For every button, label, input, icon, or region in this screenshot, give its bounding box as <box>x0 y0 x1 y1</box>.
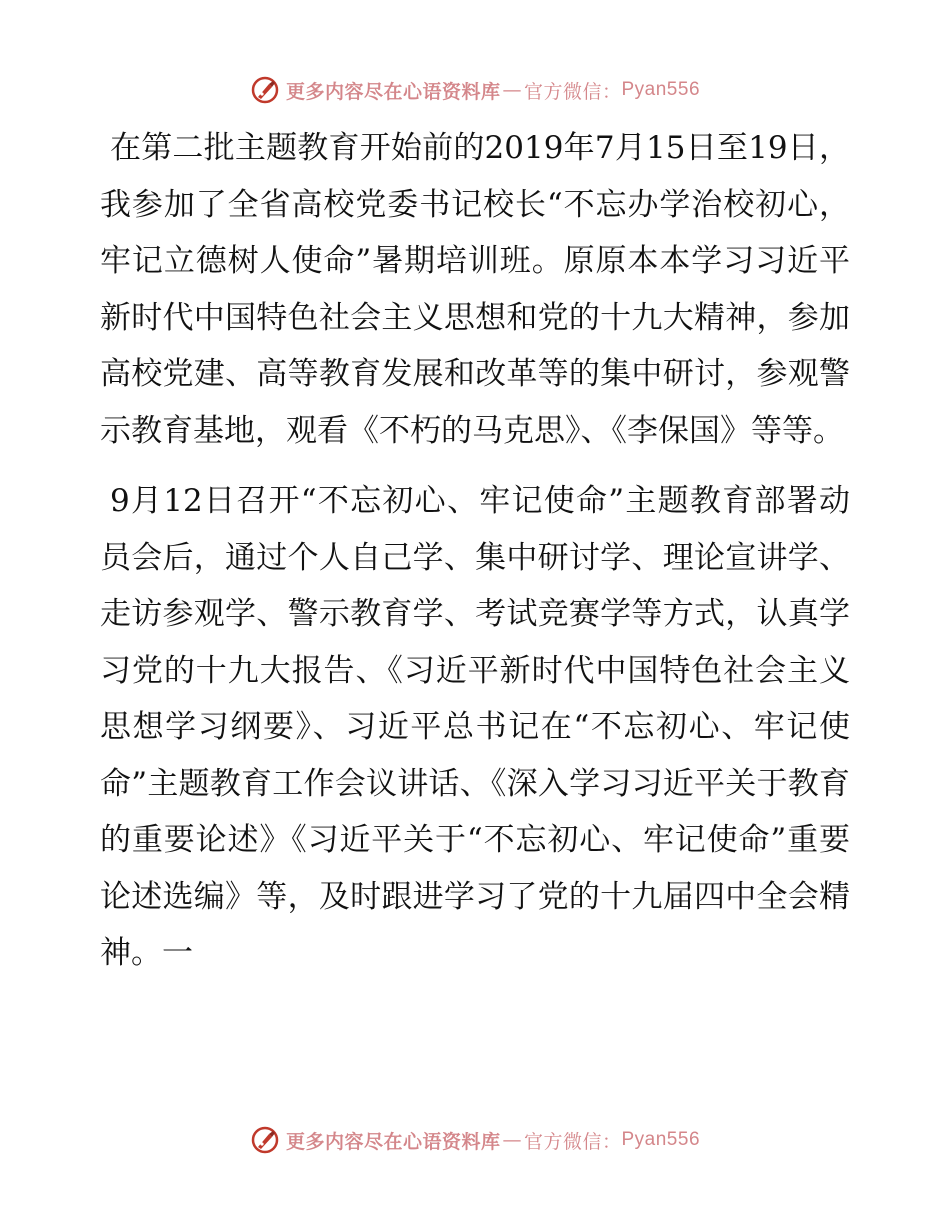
banner-label: 官方微信： <box>523 80 622 103</box>
banner-separator: — <box>502 1129 522 1151</box>
paragraph-2: 9月12日召开“不忘初心、牢记使命”主题教育部署动员会后，通过个人自己学、集中研讨学、理论宣讲学、走访参观学、警示教育学、考试竞赛学等方式，认真学习党的十九大报告、《习近平新时代中国特色社会主义思想学习纲要》、习近平总书记在“不忘初心、牢记使命”主题教育工作会议讲话、《深入学习习近平关于教育的重要论述》《习近平关于“不忘初心、牢记使命”重要论述选编》等，及时跟进学习了党的十九届四中全会精神。一 <box>100 483 850 971</box>
banner-account-id: Pyan556 <box>621 1129 701 1150</box>
footer-banner <box>0 1123 950 1157</box>
banner-separator: — <box>502 79 522 101</box>
pen-nib-logo-icon <box>250 1125 280 1155</box>
banner-main-text: 更多内容尽在心语资料库 <box>285 80 501 103</box>
header-banner <box>0 73 950 107</box>
banner-label: 官方微信： <box>523 1130 622 1153</box>
document-body <box>100 120 850 982</box>
pen-nib-logo-icon <box>250 75 280 105</box>
banner-main-text: 更多内容尽在心语资料库 <box>285 1130 501 1153</box>
banner-account-id: Pyan556 <box>621 79 701 100</box>
paragraph-1: 在第二批主题教育开始前的2019年7月15日至19日，我参加了全省高校党委书记校长“不忘办学治校初心，牢记立德树人使命”暑期培训班。原原本本学习习近平新时代中国特色社会主义思想和党的十九大精神，参加高校党建、高等教育发展和改革等的集中研讨，参观警示教育基地，观看《不朽的马克思》、《李保国》等等。 <box>100 130 850 449</box>
